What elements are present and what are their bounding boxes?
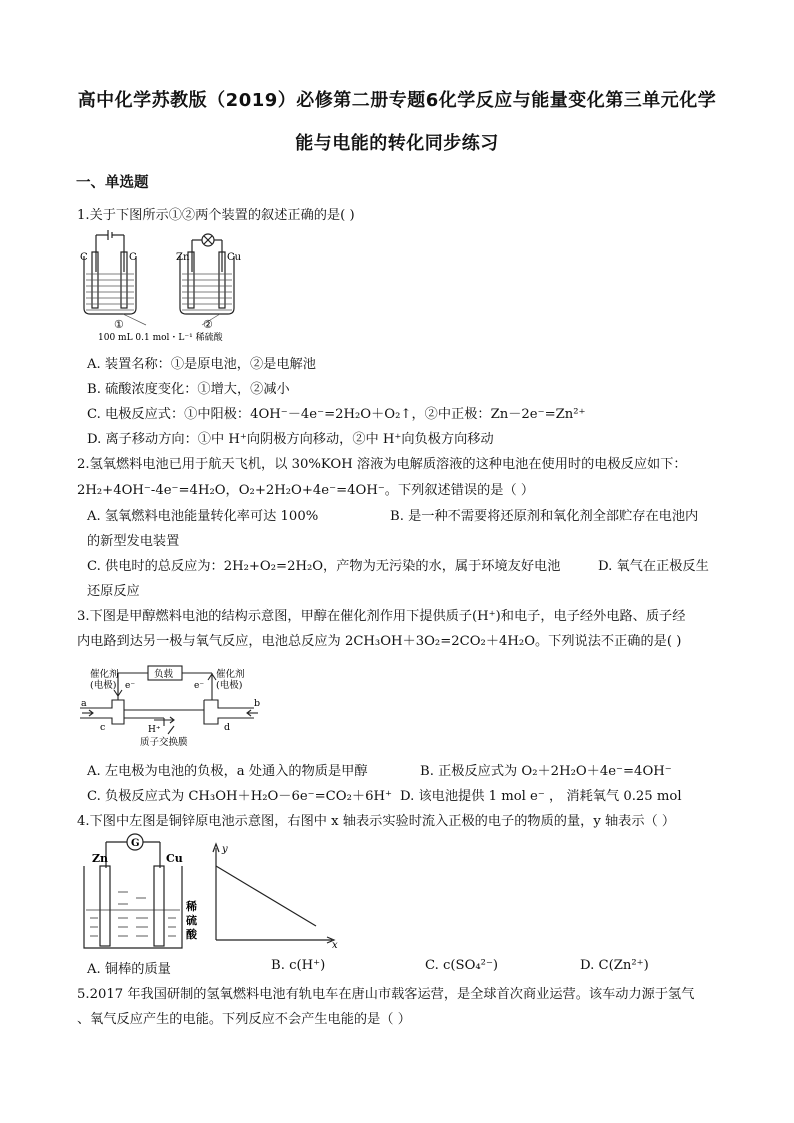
page-title-line-1: 高中化学苏教版（2019）必修第二册专题6化学反应与能量变化第三单元化学 [77, 90, 717, 111]
q1-figure-electrolysis-cells [78, 230, 258, 342]
q4-label-acid-2: 硫 [186, 914, 197, 927]
q4-label-acid-1: 稀 [186, 900, 197, 913]
q1-option-b: B. 硫酸浓度变化：①增大，②减小 [87, 382, 290, 397]
q5-stem-line-2: 、氧气反应产生的电能。下列反应不会产生电能的是（ ） [77, 1012, 411, 1027]
q4-label-x: x [332, 940, 338, 950]
q4-stem: 4.下图中左图是铜锌原电池示意图，右图中 x 轴表示实验时流入正极的电子的物质的量，y 轴表示（ ） [77, 814, 676, 829]
q4-figure-zn-cu-cell [78, 832, 208, 956]
q1-label-cu: Cu [227, 252, 242, 263]
q3-right-chamber [204, 700, 254, 724]
q4-electrode-zn [100, 866, 110, 946]
q1-option-c: C. 电极反应式：①中阳极：4OH⁻－4e⁻=2H₂O＋O₂↑，②中正极：Zn－2e⁻=Zn²⁺ [87, 407, 586, 422]
q3-label-load: 负载 [154, 669, 174, 680]
q4-option-b: B. c(H⁺) [271, 958, 326, 973]
q3-stem-line-2: 内电路到达另一极与氧气反应，电池总反应为 2CH₃OH＋3O₂=2CO₂＋4H₂O。下列说法不正确的是( ) [77, 634, 682, 649]
q1-label-device-1: ① [114, 318, 124, 331]
q4-beaker [84, 866, 182, 948]
q1-label-device-2: ② [203, 318, 213, 331]
q2-option-d-cont: 还原反应 [87, 584, 140, 599]
q4-label-cu: Cu [166, 852, 183, 865]
q3-label-catalyst-left: 催化剂 [90, 669, 119, 680]
q1-label-c-left: C [80, 252, 88, 263]
q4-option-a: A. 铜棒的质量 [87, 962, 171, 977]
q3-label-d: d [224, 722, 231, 733]
q1-figure-caption: 100 mL 0.1 mol・L⁻¹ 稀硫酸 [98, 333, 223, 342]
q2-stem-line-2: 2H₂+4OH⁻-4e⁻=4H₂O，O₂+2H₂O+4e⁻=4OH⁻。下列叙述错误的是（ ） [77, 483, 535, 498]
section-heading: 一、单选题 [76, 175, 149, 191]
q3-option-c: C. 负极反应式为 CH₃OH＋H₂O－6e⁻=CO₂＋6H⁺ [87, 789, 392, 804]
q4-label-y: y [222, 844, 228, 855]
q1-option-a: A. 装置名称：①是原电池，②是电解池 [87, 357, 316, 372]
q3-option-b: B. 正极反应式为 O₂＋2H₂O＋4e⁻=4OH⁻ [420, 764, 672, 779]
q2-option-b-cont: 的新型发电装置 [87, 534, 180, 549]
q3-label-electrode-right: (电极) [216, 680, 243, 691]
q1-option-d: D. 离子移动方向：①中 H⁺向阴极方向移动，②中 H⁺向负极方向移动 [87, 432, 494, 447]
q4-label-zn: Zn [92, 852, 109, 865]
q2-option-d: D. 氧气在正极反生 [598, 559, 709, 574]
q3-stem-line-1: 3.下图是甲醇燃料电池的结构示意图，甲醇在催化剂作用下提供质子(H⁺)和电子，电子经外电路、质子经 [77, 609, 686, 624]
q3-label-h: H⁺ [148, 725, 161, 735]
q3-label-b: b [254, 698, 261, 709]
q3-label-electrode-left: (电极) [90, 680, 117, 691]
q4-label-g: G [131, 838, 140, 849]
q3-option-d: D. 该电池提供 1 mol e⁻ ， 消耗氧气 0.25 mol [400, 789, 682, 804]
q3-label-e-left: e⁻ [125, 681, 136, 691]
q2-stem-line-1: 2.氢氧燃料电池已用于航天飞机，以 30%KOH 溶液为电解质溶液的这种电池在使用时的电极反应如下： [77, 457, 687, 472]
q3-label-membrane: 质子交换膜 [140, 737, 188, 748]
q4-electrode-cu [154, 866, 164, 946]
q2-option-b: B. 是一种不需要将还原剂和氧化剂全部贮存在电池内 [390, 509, 699, 524]
page-title-line-2: 能与电能的转化同步练习 [295, 133, 499, 154]
q3-label-catalyst-right: 催化剂 [216, 669, 245, 680]
q4-option-d: D. C(Zn²⁺) [580, 958, 649, 973]
q1-label-c-right: C [129, 252, 137, 263]
q1-stem: 1.关于下图所示①②两个装置的叙述正确的是( ) [77, 208, 355, 223]
q2-option-c: C. 供电时的总反应为：2H₂+O₂=2H₂O，产物为无污染的水，属于环境友好电池 [87, 559, 561, 574]
q4-label-acid-3: 酸 [186, 928, 197, 941]
q5-stem-line-1: 5.2017 年我国研制的氢氧燃料电池有轨电车在唐山市载客运营，是全球首次商业运营。该车动力源于氢气 [77, 987, 695, 1002]
q3-label-c: c [100, 722, 106, 733]
q2-option-a: A. 氢氧燃料电池能量转化率可达 100% [87, 509, 319, 524]
q1-label-zn: Zn [176, 252, 190, 263]
q4-graph-line [216, 866, 316, 926]
q3-label-a: a [81, 698, 87, 709]
q4-option-c: C. c(SO₄²⁻) [425, 958, 499, 973]
q3-label-e-right: e⁻ [194, 681, 205, 691]
q3-option-a: A. 左电极为电池的负极，a 处通入的物质是甲醇 [87, 764, 368, 779]
q4-figure-graph [206, 840, 340, 950]
q3-figure-methanol-fuel-cell [78, 660, 268, 748]
